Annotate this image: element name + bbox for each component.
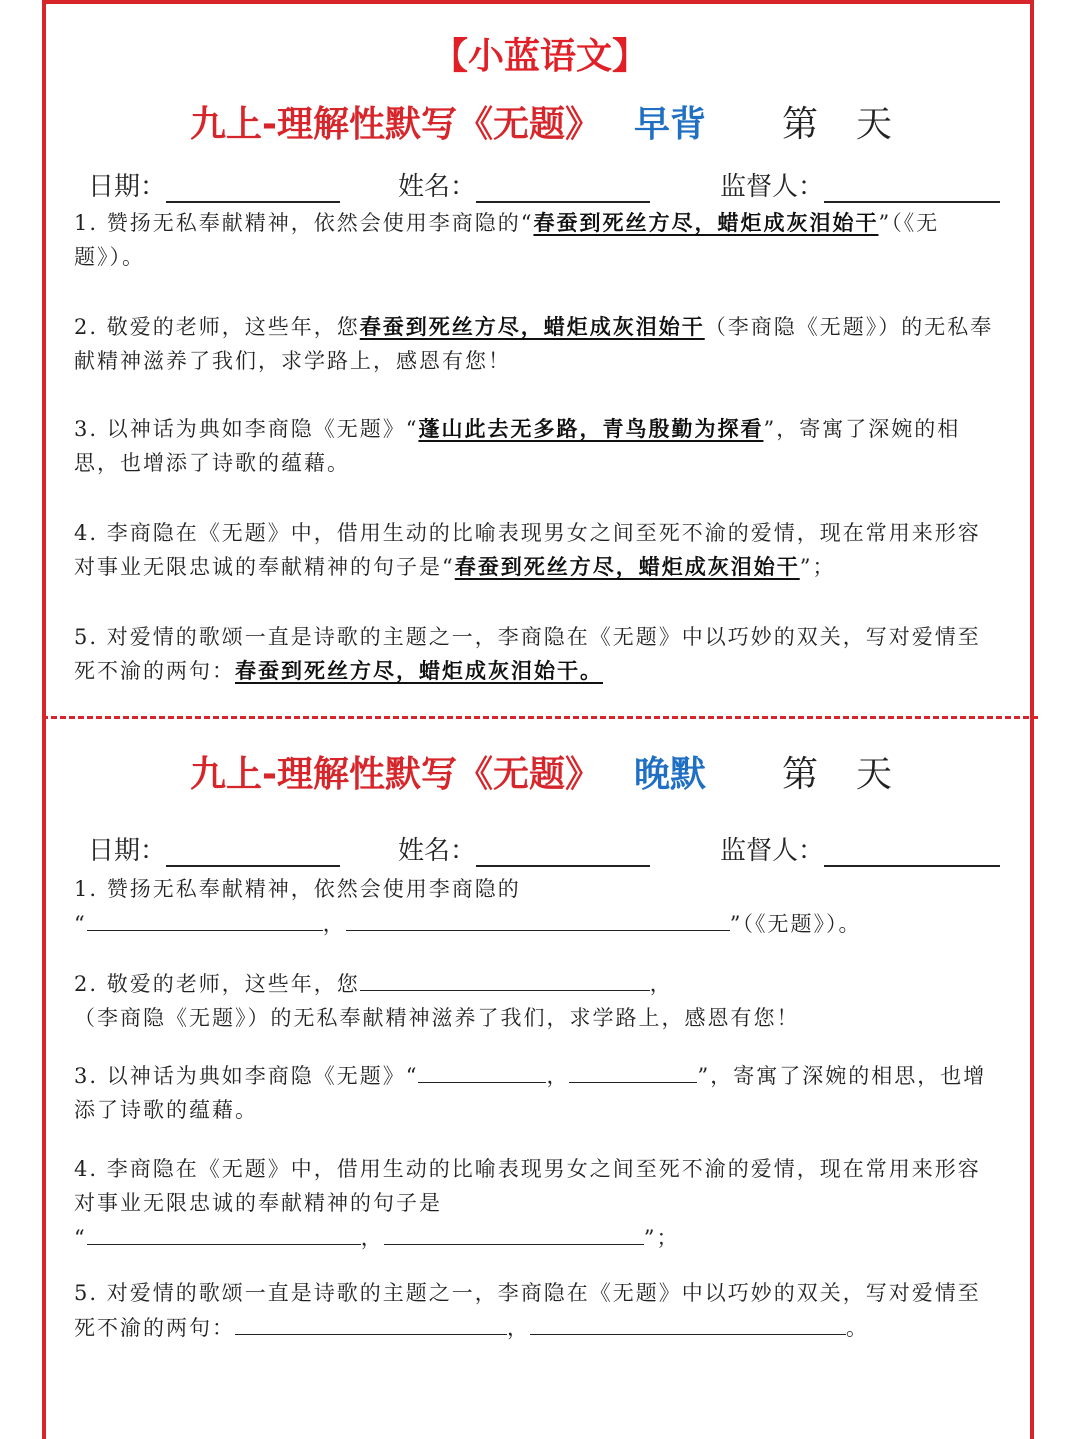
morning-day: 第天 (782, 104, 931, 145)
evening-date-label: 日期： (88, 836, 167, 866)
question-text: ， (507, 1316, 530, 1340)
fill-blank[interactable] (360, 966, 650, 991)
morning-meta-row (0, 166, 1080, 206)
fill-blank[interactable] (569, 1058, 697, 1083)
question-text: 3. 以神话为典如李商隐《无题》“ (74, 1064, 419, 1088)
morning-title: 九上-理解性默写《无题》 (190, 104, 601, 145)
morning-question-4 (74, 516, 994, 584)
evening-question-5 (74, 1276, 994, 1345)
fill-blank[interactable] (418, 1058, 546, 1083)
brand-title: 【小蓝语文】 (431, 36, 648, 77)
morning-supervisor-field[interactable] (824, 175, 1000, 203)
morning-supervisor-label: 监督人： (720, 172, 825, 202)
morning-date-label: 日期： (88, 172, 167, 202)
answer-text: 春蚕到死丝方尽，蜡炬成灰泪始干 (454, 554, 800, 579)
dashed-divider (42, 716, 1038, 719)
answer-text: 春蚕到死丝方尽，蜡炬成灰泪始干 (533, 210, 879, 235)
evening-name-field[interactable] (476, 839, 650, 867)
question-text: 2. 敬爱的老师，这些年，您 (74, 972, 360, 996)
question-text: ”（《无题》）。 (729, 912, 862, 936)
evening-question-3 (74, 1058, 994, 1127)
evening-question-4 (74, 1152, 994, 1255)
question-text: 4. 李商隐在《无题》中，借用生动的比喻表现男女之间至死不渝的爱情，现在常用来形容对事业无限忠诚的奉献精神的句子是“ (74, 521, 981, 579)
fill-blank[interactable] (87, 1220, 361, 1245)
fill-blank[interactable] (530, 1310, 846, 1335)
evening-title-row (0, 746, 1080, 802)
question-text: ”（《无题》）。 (74, 211, 940, 269)
question-text: 3. 以神话为典如李商隐《无题》“ (74, 417, 419, 441)
answer-text: 春蚕到死丝方尽，蜡炬成灰泪始干 (359, 314, 705, 339)
evening-date-field[interactable] (166, 839, 340, 867)
fill-blank[interactable] (346, 906, 730, 931)
question-text: 1. 赞扬无私奉献精神，依然会使用李商隐的 (74, 877, 521, 901)
question-text: ， (322, 912, 346, 936)
morning-question-5 (74, 620, 994, 688)
question-text: 5. 对爱情的歌颂一直是诗歌的主题之一，李商隐在《无题》中以巧妙的双关，写对爱情至死不渝的两句： (74, 625, 981, 683)
answer-text: 蓬山此去无多路，青鸟殷勤为探看 (418, 416, 764, 441)
question-text: ， (546, 1064, 570, 1088)
evening-meta-row (0, 830, 1080, 870)
evening-supervisor-label: 监督人： (720, 836, 825, 866)
fill-blank[interactable] (235, 1310, 507, 1335)
evening-title: 九上-理解性默写《无题》 (190, 754, 601, 795)
question-text: （李商隐《无题》）的无私奉献精神滋养了我们，求学路上，感恩有您！ (74, 315, 994, 373)
evening-tag: 晚默 (634, 754, 707, 795)
evening-supervisor-field[interactable] (824, 839, 1000, 867)
question-text: ”； (643, 1226, 680, 1250)
question-text: 5. 对爱情的歌颂一直是诗歌的主题之一，李商隐在《无题》中以巧妙的双关，写对爱情至死不渝的两句： (74, 1281, 981, 1340)
morning-question-2 (74, 310, 994, 378)
morning-title-row (0, 96, 1080, 152)
fill-blank[interactable] (384, 1220, 644, 1245)
morning-tag: 早背 (634, 104, 707, 145)
question-text: 1. 赞扬无私奉献精神，依然会使用李商隐的“ (74, 211, 534, 235)
evening-day: 第天 (782, 754, 931, 795)
question-text: ， (360, 1226, 384, 1250)
fill-blank[interactable] (87, 906, 323, 931)
question-text: ”，寄寓了深婉的相思，也增添了诗歌的蕴藉。 (74, 417, 961, 475)
question-text: ”； (799, 555, 836, 579)
question-text: （李商隐《无题》）的无私奉献精神滋养了我们，求学路上，感恩有您！ (74, 1006, 800, 1030)
answer-text: 春蚕到死丝方尽，蜡炬成灰泪始干。 (235, 658, 603, 683)
question-text: 2. 敬爱的老师，这些年，您 (74, 315, 360, 339)
question-text: 4. 李商隐在《无题》中，借用生动的比喻表现男女之间至死不渝的爱情，现在常用来形容对事业无限忠诚的奉献精神的句子是 (74, 1157, 981, 1215)
morning-name-field[interactable] (476, 175, 650, 203)
question-text: “ (74, 912, 87, 936)
evening-name-label: 姓名： (398, 836, 477, 866)
morning-question-3 (74, 412, 994, 480)
morning-date-field[interactable] (166, 175, 340, 203)
question-text: 。 (846, 1316, 869, 1340)
question-text: ， (649, 972, 673, 996)
morning-question-1 (74, 206, 994, 274)
evening-question-1 (74, 872, 994, 941)
morning-name-label: 姓名： (398, 172, 477, 202)
question-text: ”，寄寓了深婉的相思，也增添了诗歌的蕴藉。 (74, 1064, 987, 1122)
evening-question-2 (74, 966, 994, 1035)
question-text: “ (74, 1226, 87, 1250)
